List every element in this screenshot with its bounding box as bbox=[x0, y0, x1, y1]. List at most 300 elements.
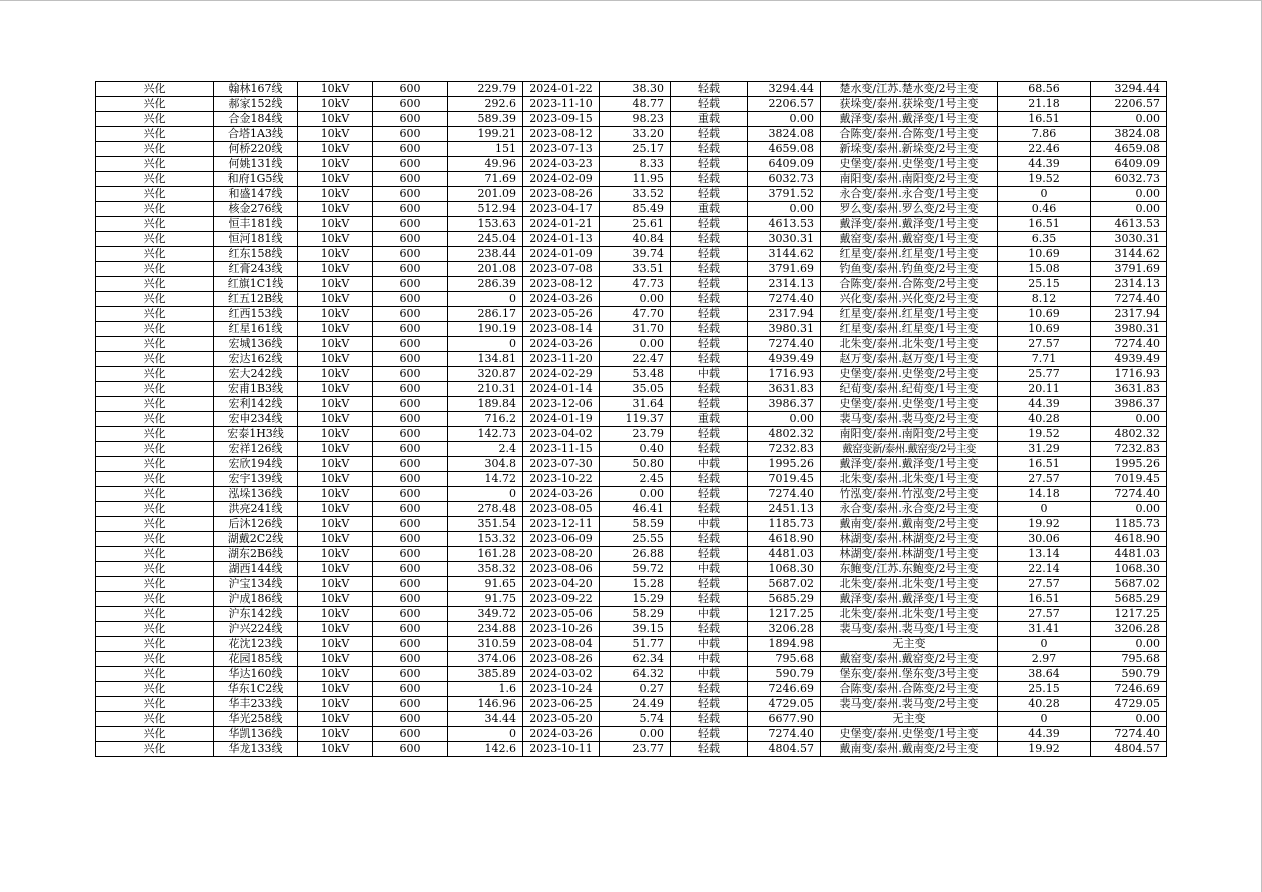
substation-cell: 获垛变/泰州.获垛变/1号主变 bbox=[821, 97, 998, 112]
max-load-cell: 34.44 bbox=[448, 712, 523, 727]
max-load-cell: 142.73 bbox=[448, 427, 523, 442]
date-cell: 2023-12-11 bbox=[523, 517, 600, 532]
open-capacity-cell: 590.79 bbox=[748, 667, 821, 682]
table-row bbox=[96, 667, 1167, 682]
max-load-cell: 142.6 bbox=[448, 742, 523, 757]
rated-current-cell: 600 bbox=[373, 727, 448, 742]
line-name-cell: 红五12B线 bbox=[214, 292, 298, 307]
date-cell: 2023-08-14 bbox=[523, 322, 600, 337]
max-load-cell: 1.6 bbox=[448, 682, 523, 697]
line-name-cell: 沪宝134线 bbox=[214, 577, 298, 592]
table-row bbox=[96, 532, 1167, 547]
rated-current-cell: 600 bbox=[373, 577, 448, 592]
rated-current-cell: 600 bbox=[373, 667, 448, 682]
rated-current-cell: 600 bbox=[373, 397, 448, 412]
max-load-cell: 292.6 bbox=[448, 97, 523, 112]
rated-current-cell: 600 bbox=[373, 622, 448, 637]
load-rate-cell: 51.77 bbox=[600, 637, 671, 652]
voltage-cell: 10kV bbox=[298, 562, 373, 577]
line-name-cell: 恒丰181线 bbox=[214, 217, 298, 232]
region-cell: 兴化 bbox=[96, 517, 214, 532]
date-cell: 2023-09-22 bbox=[523, 592, 600, 607]
voltage-cell: 10kV bbox=[298, 742, 373, 757]
load-rate-cell: 0.40 bbox=[600, 442, 671, 457]
table-row bbox=[96, 742, 1167, 757]
substation-cell: 戴南变/泰州.戴南变/2号主变 bbox=[821, 517, 998, 532]
voltage-cell: 10kV bbox=[298, 277, 373, 292]
date-cell: 2024-01-19 bbox=[523, 412, 600, 427]
substation-cell: 红星变/泰州.红星变/1号主变 bbox=[821, 322, 998, 337]
region-cell: 兴化 bbox=[96, 187, 214, 202]
rated-current-cell: 600 bbox=[373, 712, 448, 727]
rated-current-cell: 600 bbox=[373, 307, 448, 322]
date-cell: 2023-10-22 bbox=[523, 472, 600, 487]
substation-cell: 戴泽变/泰州.戴泽变/1号主变 bbox=[821, 592, 998, 607]
load-rate-cell: 33.52 bbox=[600, 187, 671, 202]
remaining-capacity-cell: 3986.37 bbox=[1091, 397, 1167, 412]
substation-cell: 堡东变/泰州.堡东变/3号主变 bbox=[821, 667, 998, 682]
substation-cell: 北朱变/泰州.北朱变/1号主变 bbox=[821, 472, 998, 487]
table-row bbox=[96, 592, 1167, 607]
line-name-cell: 湖戴2C2线 bbox=[214, 532, 298, 547]
open-capacity-cell: 3030.31 bbox=[748, 232, 821, 247]
substation-cell: 合陈变/泰州.合陈变/1号主变 bbox=[821, 127, 998, 142]
transformer-rate-cell: 0 bbox=[998, 502, 1091, 517]
voltage-cell: 10kV bbox=[298, 82, 373, 97]
table-row bbox=[96, 607, 1167, 622]
load-status-cell: 中载 bbox=[671, 652, 748, 667]
line-name-cell: 湖东2B6线 bbox=[214, 547, 298, 562]
substation-cell: 林湖变/泰州.林湖变/1号主变 bbox=[821, 547, 998, 562]
remaining-capacity-cell: 1068.30 bbox=[1091, 562, 1167, 577]
max-load-cell: 199.21 bbox=[448, 127, 523, 142]
max-load-cell: 229.79 bbox=[448, 82, 523, 97]
rated-current-cell: 600 bbox=[373, 742, 448, 757]
load-rate-cell: 50.80 bbox=[600, 457, 671, 472]
open-capacity-cell: 2317.94 bbox=[748, 307, 821, 322]
region-cell: 兴化 bbox=[96, 367, 214, 382]
substation-cell: 无主变 bbox=[821, 712, 998, 727]
voltage-cell: 10kV bbox=[298, 577, 373, 592]
remaining-capacity-cell: 0.00 bbox=[1091, 112, 1167, 127]
open-capacity-cell: 795.68 bbox=[748, 652, 821, 667]
transformer-rate-cell: 44.39 bbox=[998, 727, 1091, 742]
region-cell: 兴化 bbox=[96, 487, 214, 502]
load-rate-cell: 47.73 bbox=[600, 277, 671, 292]
transformer-rate-cell: 14.18 bbox=[998, 487, 1091, 502]
max-load-cell: 286.39 bbox=[448, 277, 523, 292]
remaining-capacity-cell: 3144.62 bbox=[1091, 247, 1167, 262]
table-row bbox=[96, 112, 1167, 127]
line-name-cell: 郝家152线 bbox=[214, 97, 298, 112]
voltage-cell: 10kV bbox=[298, 292, 373, 307]
rated-current-cell: 600 bbox=[373, 187, 448, 202]
substation-cell: 永合变/泰州.永合变/2号主变 bbox=[821, 502, 998, 517]
open-capacity-cell: 5687.02 bbox=[748, 577, 821, 592]
open-capacity-cell: 6677.90 bbox=[748, 712, 821, 727]
substation-cell: 史堡变/泰州.史堡变/2号主变 bbox=[821, 367, 998, 382]
load-rate-cell: 26.88 bbox=[600, 547, 671, 562]
table-row bbox=[96, 487, 1167, 502]
open-capacity-cell: 6032.73 bbox=[748, 172, 821, 187]
region-cell: 兴化 bbox=[96, 457, 214, 472]
remaining-capacity-cell: 0.00 bbox=[1091, 502, 1167, 517]
line-name-cell: 合塔1A3线 bbox=[214, 127, 298, 142]
load-status-cell: 轻载 bbox=[671, 682, 748, 697]
line-name-cell: 核金276线 bbox=[214, 202, 298, 217]
rated-current-cell: 600 bbox=[373, 412, 448, 427]
load-status-cell: 轻载 bbox=[671, 712, 748, 727]
load-rate-cell: 0.00 bbox=[600, 292, 671, 307]
load-rate-cell: 0.00 bbox=[600, 487, 671, 502]
load-rate-cell: 0.00 bbox=[600, 727, 671, 742]
substation-cell: 戴窑变新/泰州.戴窑变/2号主变 bbox=[821, 442, 998, 457]
load-status-cell: 轻载 bbox=[671, 442, 748, 457]
voltage-cell: 10kV bbox=[298, 652, 373, 667]
substation-cell: 赵万变/泰州.赵万变/1号主变 bbox=[821, 352, 998, 367]
rated-current-cell: 600 bbox=[373, 247, 448, 262]
substation-cell: 纪荀变/泰州.纪荀变/1号主变 bbox=[821, 382, 998, 397]
load-status-cell: 轻载 bbox=[671, 292, 748, 307]
date-cell: 2023-04-20 bbox=[523, 577, 600, 592]
max-load-cell: 358.32 bbox=[448, 562, 523, 577]
voltage-cell: 10kV bbox=[298, 682, 373, 697]
region-cell: 兴化 bbox=[96, 142, 214, 157]
open-capacity-cell: 0.00 bbox=[748, 412, 821, 427]
transformer-rate-cell: 30.06 bbox=[998, 532, 1091, 547]
table-row bbox=[96, 547, 1167, 562]
date-cell: 2023-11-20 bbox=[523, 352, 600, 367]
load-rate-cell: 85.49 bbox=[600, 202, 671, 217]
voltage-cell: 10kV bbox=[298, 637, 373, 652]
remaining-capacity-cell: 2314.13 bbox=[1091, 277, 1167, 292]
region-cell: 兴化 bbox=[96, 532, 214, 547]
load-rate-cell: 39.15 bbox=[600, 622, 671, 637]
max-load-cell: 0 bbox=[448, 487, 523, 502]
table-row bbox=[96, 127, 1167, 142]
date-cell: 2024-01-21 bbox=[523, 217, 600, 232]
date-cell: 2023-04-17 bbox=[523, 202, 600, 217]
max-load-cell: 304.8 bbox=[448, 457, 523, 472]
date-cell: 2023-07-13 bbox=[523, 142, 600, 157]
voltage-cell: 10kV bbox=[298, 217, 373, 232]
max-load-cell: 238.44 bbox=[448, 247, 523, 262]
remaining-capacity-cell: 7274.40 bbox=[1091, 292, 1167, 307]
table-row bbox=[96, 352, 1167, 367]
remaining-capacity-cell: 6409.09 bbox=[1091, 157, 1167, 172]
max-load-cell: 0 bbox=[448, 337, 523, 352]
open-capacity-cell: 0.00 bbox=[748, 112, 821, 127]
load-rate-cell: 53.48 bbox=[600, 367, 671, 382]
voltage-cell: 10kV bbox=[298, 697, 373, 712]
load-rate-cell: 8.33 bbox=[600, 157, 671, 172]
region-cell: 兴化 bbox=[96, 592, 214, 607]
load-status-cell: 轻载 bbox=[671, 727, 748, 742]
max-load-cell: 161.28 bbox=[448, 547, 523, 562]
open-capacity-cell: 7274.40 bbox=[748, 337, 821, 352]
load-rate-cell: 33.51 bbox=[600, 262, 671, 277]
substation-cell: 兴化变/泰州.兴化变/2号主变 bbox=[821, 292, 998, 307]
open-capacity-cell: 7274.40 bbox=[748, 292, 821, 307]
table-row bbox=[96, 457, 1167, 472]
table-row bbox=[96, 397, 1167, 412]
remaining-capacity-cell: 4618.90 bbox=[1091, 532, 1167, 547]
max-load-cell: 0 bbox=[448, 292, 523, 307]
transformer-rate-cell: 25.15 bbox=[998, 277, 1091, 292]
load-rate-cell: 23.79 bbox=[600, 427, 671, 442]
voltage-cell: 10kV bbox=[298, 472, 373, 487]
date-cell: 2024-01-13 bbox=[523, 232, 600, 247]
remaining-capacity-cell: 7274.40 bbox=[1091, 337, 1167, 352]
load-rate-cell: 46.41 bbox=[600, 502, 671, 517]
line-name-cell: 宏祥126线 bbox=[214, 442, 298, 457]
transformer-rate-cell: 8.12 bbox=[998, 292, 1091, 307]
open-capacity-cell: 4802.32 bbox=[748, 427, 821, 442]
table-row bbox=[96, 412, 1167, 427]
transformer-rate-cell: 22.14 bbox=[998, 562, 1091, 577]
voltage-cell: 10kV bbox=[298, 157, 373, 172]
open-capacity-cell: 6409.09 bbox=[748, 157, 821, 172]
region-cell: 兴化 bbox=[96, 322, 214, 337]
transformer-rate-cell: 25.15 bbox=[998, 682, 1091, 697]
rated-current-cell: 600 bbox=[373, 682, 448, 697]
transformer-rate-cell: 16.51 bbox=[998, 592, 1091, 607]
transformer-rate-cell: 19.52 bbox=[998, 427, 1091, 442]
transformer-rate-cell: 7.86 bbox=[998, 127, 1091, 142]
load-rate-cell: 0.27 bbox=[600, 682, 671, 697]
region-cell: 兴化 bbox=[96, 277, 214, 292]
open-capacity-cell: 1894.98 bbox=[748, 637, 821, 652]
load-rate-cell: 33.20 bbox=[600, 127, 671, 142]
load-status-cell: 轻载 bbox=[671, 697, 748, 712]
max-load-cell: 351.54 bbox=[448, 517, 523, 532]
open-capacity-cell: 4481.03 bbox=[748, 547, 821, 562]
load-status-cell: 轻载 bbox=[671, 502, 748, 517]
substation-cell: 戴泽变/泰州.戴泽变/1号主变 bbox=[821, 457, 998, 472]
region-cell: 兴化 bbox=[96, 382, 214, 397]
region-cell: 兴化 bbox=[96, 262, 214, 277]
open-capacity-cell: 5685.29 bbox=[748, 592, 821, 607]
transformer-rate-cell: 31.41 bbox=[998, 622, 1091, 637]
substation-cell: 合陈变/泰州.合陈变/2号主变 bbox=[821, 277, 998, 292]
remaining-capacity-cell: 6032.73 bbox=[1091, 172, 1167, 187]
load-status-cell: 中载 bbox=[671, 637, 748, 652]
voltage-cell: 10kV bbox=[298, 172, 373, 187]
region-cell: 兴化 bbox=[96, 682, 214, 697]
date-cell: 2023-11-10 bbox=[523, 97, 600, 112]
line-name-cell: 宏达162线 bbox=[214, 352, 298, 367]
rated-current-cell: 600 bbox=[373, 82, 448, 97]
remaining-capacity-cell: 0.00 bbox=[1091, 412, 1167, 427]
open-capacity-cell: 1068.30 bbox=[748, 562, 821, 577]
substation-cell: 史堡变/泰州.史堡变/1号主变 bbox=[821, 397, 998, 412]
date-cell: 2023-10-24 bbox=[523, 682, 600, 697]
table-row bbox=[96, 307, 1167, 322]
load-status-cell: 轻载 bbox=[671, 232, 748, 247]
table-row bbox=[96, 217, 1167, 232]
load-status-cell: 中载 bbox=[671, 457, 748, 472]
rated-current-cell: 600 bbox=[373, 487, 448, 502]
transformer-rate-cell: 16.51 bbox=[998, 112, 1091, 127]
open-capacity-cell: 3980.31 bbox=[748, 322, 821, 337]
transformer-rate-cell: 2.97 bbox=[998, 652, 1091, 667]
open-capacity-cell: 4729.05 bbox=[748, 697, 821, 712]
line-name-cell: 华东1C2线 bbox=[214, 682, 298, 697]
rated-current-cell: 600 bbox=[373, 127, 448, 142]
voltage-cell: 10kV bbox=[298, 487, 373, 502]
max-load-cell: 153.63 bbox=[448, 217, 523, 232]
open-capacity-cell: 7274.40 bbox=[748, 487, 821, 502]
remaining-capacity-cell: 1716.93 bbox=[1091, 367, 1167, 382]
region-cell: 兴化 bbox=[96, 307, 214, 322]
line-name-cell: 湖西144线 bbox=[214, 562, 298, 577]
load-status-cell: 重载 bbox=[671, 412, 748, 427]
substation-cell: 史堡变/泰州.史堡变/1号主变 bbox=[821, 157, 998, 172]
region-cell: 兴化 bbox=[96, 172, 214, 187]
load-rate-cell: 31.64 bbox=[600, 397, 671, 412]
substation-cell: 裴马变/泰州.裴马变/2号主变 bbox=[821, 412, 998, 427]
max-load-cell: 190.19 bbox=[448, 322, 523, 337]
table-row bbox=[96, 142, 1167, 157]
date-cell: 2024-03-02 bbox=[523, 667, 600, 682]
max-load-cell: 210.31 bbox=[448, 382, 523, 397]
transformer-rate-cell: 16.51 bbox=[998, 217, 1091, 232]
rated-current-cell: 600 bbox=[373, 517, 448, 532]
date-cell: 2023-05-20 bbox=[523, 712, 600, 727]
line-name-cell: 宏城136线 bbox=[214, 337, 298, 352]
load-rate-cell: 24.49 bbox=[600, 697, 671, 712]
line-name-cell: 宏欣194线 bbox=[214, 457, 298, 472]
voltage-cell: 10kV bbox=[298, 517, 373, 532]
max-load-cell: 245.04 bbox=[448, 232, 523, 247]
open-capacity-cell: 4939.49 bbox=[748, 352, 821, 367]
rated-current-cell: 600 bbox=[373, 472, 448, 487]
open-capacity-cell: 3294.44 bbox=[748, 82, 821, 97]
line-name-cell: 红星161线 bbox=[214, 322, 298, 337]
transformer-rate-cell: 27.57 bbox=[998, 607, 1091, 622]
transformer-rate-cell: 40.28 bbox=[998, 412, 1091, 427]
load-rate-cell: 40.84 bbox=[600, 232, 671, 247]
table-row bbox=[96, 202, 1167, 217]
rated-current-cell: 600 bbox=[373, 382, 448, 397]
line-name-cell: 和府1G5线 bbox=[214, 172, 298, 187]
substation-cell: 罗么变/泰州.罗么变/2号主变 bbox=[821, 202, 998, 217]
open-capacity-cell: 4659.08 bbox=[748, 142, 821, 157]
voltage-cell: 10kV bbox=[298, 412, 373, 427]
load-rate-cell: 62.34 bbox=[600, 652, 671, 667]
date-cell: 2023-08-12 bbox=[523, 127, 600, 142]
date-cell: 2023-10-26 bbox=[523, 622, 600, 637]
transformer-rate-cell: 38.64 bbox=[998, 667, 1091, 682]
max-load-cell: 189.84 bbox=[448, 397, 523, 412]
load-status-cell: 轻载 bbox=[671, 622, 748, 637]
load-status-cell: 重载 bbox=[671, 112, 748, 127]
open-capacity-cell: 3631.83 bbox=[748, 382, 821, 397]
substation-cell: 新垛变/泰州.新垛变/2号主变 bbox=[821, 142, 998, 157]
remaining-capacity-cell: 3824.08 bbox=[1091, 127, 1167, 142]
date-cell: 2024-01-22 bbox=[523, 82, 600, 97]
line-name-cell: 沪成186线 bbox=[214, 592, 298, 607]
line-name-cell: 和盛147线 bbox=[214, 187, 298, 202]
max-load-cell: 201.09 bbox=[448, 187, 523, 202]
table-row bbox=[96, 727, 1167, 742]
line-name-cell: 华达160线 bbox=[214, 667, 298, 682]
load-rate-cell: 25.55 bbox=[600, 532, 671, 547]
region-cell: 兴化 bbox=[96, 697, 214, 712]
line-name-cell: 华丰233线 bbox=[214, 697, 298, 712]
load-rate-cell: 31.70 bbox=[600, 322, 671, 337]
load-rate-cell: 23.77 bbox=[600, 742, 671, 757]
region-cell: 兴化 bbox=[96, 577, 214, 592]
line-name-cell: 宏宇139线 bbox=[214, 472, 298, 487]
remaining-capacity-cell: 0.00 bbox=[1091, 712, 1167, 727]
max-load-cell: 385.89 bbox=[448, 667, 523, 682]
line-name-cell: 合金184线 bbox=[214, 112, 298, 127]
max-load-cell: 716.2 bbox=[448, 412, 523, 427]
region-cell: 兴化 bbox=[96, 352, 214, 367]
substation-cell: 北朱变/泰州.北朱变/1号主变 bbox=[821, 337, 998, 352]
table-row bbox=[96, 97, 1167, 112]
date-cell: 2023-06-09 bbox=[523, 532, 600, 547]
substation-cell: 史堡变/泰州.史堡变/1号主变 bbox=[821, 727, 998, 742]
open-capacity-cell: 3824.08 bbox=[748, 127, 821, 142]
date-cell: 2024-03-26 bbox=[523, 487, 600, 502]
date-cell: 2024-01-09 bbox=[523, 247, 600, 262]
load-status-cell: 轻载 bbox=[671, 217, 748, 232]
max-load-cell: 153.32 bbox=[448, 532, 523, 547]
region-cell: 兴化 bbox=[96, 562, 214, 577]
region-cell: 兴化 bbox=[96, 337, 214, 352]
load-status-cell: 轻载 bbox=[671, 382, 748, 397]
date-cell: 2023-11-15 bbox=[523, 442, 600, 457]
line-name-cell: 沪兴224线 bbox=[214, 622, 298, 637]
data-table bbox=[95, 81, 1167, 757]
open-capacity-cell: 1995.26 bbox=[748, 457, 821, 472]
date-cell: 2023-07-08 bbox=[523, 262, 600, 277]
substation-cell: 戴窑变/泰州.戴窑变/1号主变 bbox=[821, 232, 998, 247]
load-rate-cell: 58.59 bbox=[600, 517, 671, 532]
open-capacity-cell: 3791.52 bbox=[748, 187, 821, 202]
voltage-cell: 10kV bbox=[298, 187, 373, 202]
load-rate-cell: 119.37 bbox=[600, 412, 671, 427]
date-cell: 2024-02-29 bbox=[523, 367, 600, 382]
transformer-rate-cell: 68.56 bbox=[998, 82, 1091, 97]
table-row bbox=[96, 172, 1167, 187]
region-cell: 兴化 bbox=[96, 127, 214, 142]
line-name-cell: 后沐126线 bbox=[214, 517, 298, 532]
remaining-capacity-cell: 4613.53 bbox=[1091, 217, 1167, 232]
max-load-cell: 286.17 bbox=[448, 307, 523, 322]
table-row bbox=[96, 562, 1167, 577]
table-row bbox=[96, 322, 1167, 337]
load-rate-cell: 25.17 bbox=[600, 142, 671, 157]
substation-cell: 南阳变/泰州.南阳变/2号主变 bbox=[821, 427, 998, 442]
table-row bbox=[96, 517, 1167, 532]
table-row bbox=[96, 682, 1167, 697]
rated-current-cell: 600 bbox=[373, 652, 448, 667]
transformer-rate-cell: 40.28 bbox=[998, 697, 1091, 712]
voltage-cell: 10kV bbox=[298, 457, 373, 472]
substation-cell: 楚水变/江苏.楚水变/2号主变 bbox=[821, 82, 998, 97]
line-name-cell: 花园185线 bbox=[214, 652, 298, 667]
load-status-cell: 轻载 bbox=[671, 82, 748, 97]
line-name-cell: 恒河181线 bbox=[214, 232, 298, 247]
voltage-cell: 10kV bbox=[298, 592, 373, 607]
load-status-cell: 轻载 bbox=[671, 247, 748, 262]
rated-current-cell: 600 bbox=[373, 562, 448, 577]
table-row bbox=[96, 622, 1167, 637]
load-status-cell: 轻载 bbox=[671, 337, 748, 352]
